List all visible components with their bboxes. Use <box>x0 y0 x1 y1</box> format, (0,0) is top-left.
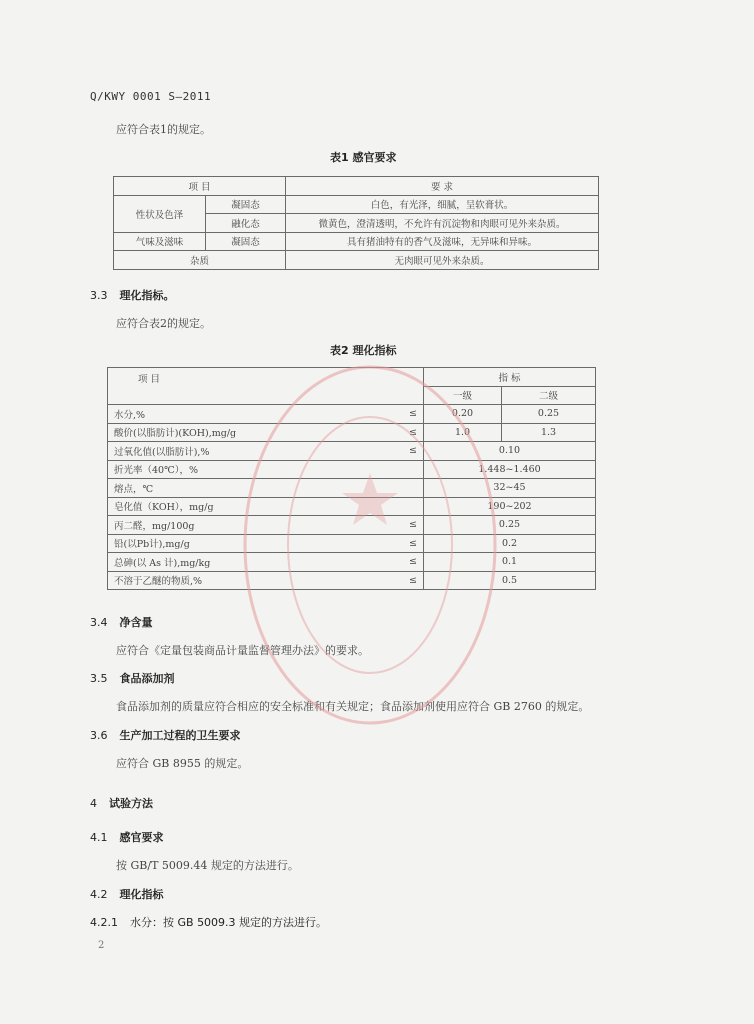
section-title: 理化指标 <box>119 888 164 901</box>
table-cell: ≤ <box>398 423 424 442</box>
section-title: 理化指标。 <box>119 289 175 302</box>
table-header: 要 求 <box>286 177 599 196</box>
table-cell: 性状及色泽 <box>114 195 206 232</box>
table-row <box>108 368 596 387</box>
section-number: 4.1 <box>90 831 108 844</box>
table-cell: 0.25 <box>424 516 596 535</box>
section-3-3-heading <box>90 287 175 303</box>
table-cell <box>398 479 424 498</box>
table-row <box>108 423 596 442</box>
page-number: 2 <box>98 940 105 951</box>
section-3-6-heading <box>90 727 241 743</box>
table-row <box>108 497 596 516</box>
table-cell: ≤ <box>398 405 424 424</box>
table-cell: 1.448~1.460 <box>424 460 596 479</box>
table-cell: 具有猪油特有的香气及滋味，无异味和异味。 <box>286 232 599 251</box>
table-row <box>108 534 596 553</box>
table1-sensory <box>113 176 599 270</box>
table2-physicochemical <box>107 367 596 590</box>
table-cell <box>398 460 424 479</box>
table-cell: 皂化值（KOH），mg/g <box>108 497 398 516</box>
table-cell: 0.10 <box>424 442 596 461</box>
table-cell: ≤ <box>398 553 424 572</box>
table-row <box>108 442 596 461</box>
section-3-6-text: 应符合 GB 8955 的规定。 <box>116 757 249 770</box>
table-cell: 凝固态 <box>206 195 286 214</box>
table-cell: ≤ <box>398 534 424 553</box>
table-cell: 丙二醛，mg/100g <box>108 516 398 535</box>
section-number: 4.2.1 <box>90 916 118 929</box>
section-number: 4.2 <box>90 888 108 901</box>
section-title: 试验方法 <box>109 797 153 810</box>
section-number: 3.5 <box>90 672 108 685</box>
table-header: 一级 <box>424 386 502 405</box>
table-cell: 总砷(以 As 计),mg/kg <box>108 553 398 572</box>
table-cell: 微黄色，澄清透明，不允许有沉淀物和肉眼可见外来杂质。 <box>286 214 599 233</box>
table-cell: 铅(以Pb计),mg/g <box>108 534 398 553</box>
table-cell: 0.5 <box>424 571 596 590</box>
table-cell: 0.25 <box>502 405 596 424</box>
table-row <box>114 177 599 196</box>
section-4-2-1-heading <box>90 914 327 930</box>
section-number: 3.6 <box>90 729 108 742</box>
intro-text: 应符合表1的规定。 <box>116 123 211 136</box>
section-number: 4 <box>90 797 97 810</box>
table-row <box>108 479 596 498</box>
table-cell: 过氧化值(以脂肪计),% <box>108 442 398 461</box>
section-4-1-text: 按 GB/T 5009.44 规定的方法进行。 <box>116 859 299 872</box>
table-cell: 0.2 <box>424 534 596 553</box>
table-row <box>114 251 599 270</box>
table-row <box>114 195 599 214</box>
section-number: 3.4 <box>90 616 108 629</box>
table-row <box>108 553 596 572</box>
table-cell: 0.1 <box>424 553 596 572</box>
table-cell: 凝固态 <box>206 232 286 251</box>
table-header: 二级 <box>502 386 596 405</box>
section-4-heading <box>90 795 153 811</box>
section-title: 生产加工过程的卫生要求 <box>119 729 241 742</box>
section-title: 净含量 <box>119 616 153 629</box>
table1-caption: 表1 感官要求 <box>330 151 397 164</box>
table-header: 指 标 <box>424 368 596 387</box>
section-3-4-heading <box>90 614 153 630</box>
table-header: 项 目 <box>114 177 286 196</box>
section-3-5-heading <box>90 670 175 686</box>
table-cell: 190~202 <box>424 497 596 516</box>
table-row <box>108 571 596 590</box>
table-cell: 融化态 <box>206 214 286 233</box>
table-row <box>108 405 596 424</box>
table-cell: ≤ <box>398 442 424 461</box>
table-cell <box>398 497 424 516</box>
table-cell: 白色，有光泽，细腻，呈软膏状。 <box>286 195 599 214</box>
table-cell: 酸价(以脂肪计)(KOH),mg/g <box>108 423 398 442</box>
table-cell: ≤ <box>398 516 424 535</box>
section-title: 感官要求 <box>119 831 164 844</box>
table-cell: 杂质 <box>114 251 286 270</box>
table-cell: 水分,% <box>108 405 398 424</box>
table-cell: 无肉眼可见外来杂质。 <box>286 251 599 270</box>
table-header: 项 目 <box>108 368 424 405</box>
section-4-1-heading <box>90 829 164 845</box>
section-3-3-text: 应符合表2的规定。 <box>116 317 211 330</box>
doc-number: Q/KWY 0001 S—2011 <box>90 90 212 103</box>
section-text: 水分：按 GB 5009.3 规定的方法进行。 <box>130 916 328 929</box>
table-cell: 折光率（40℃），% <box>108 460 398 479</box>
table-cell: 32~45 <box>424 479 596 498</box>
table-row <box>114 232 599 251</box>
table-row <box>108 516 596 535</box>
table-row <box>108 460 596 479</box>
table-cell: 0.20 <box>424 405 502 424</box>
table-cell: 不溶于乙醚的物质,% <box>108 571 398 590</box>
table-cell: 1.3 <box>502 423 596 442</box>
table-cell: ≤ <box>398 571 424 590</box>
table2-caption: 表2 理化指标 <box>330 344 397 357</box>
table-cell: 熔点，℃ <box>108 479 398 498</box>
table-cell: 1.0 <box>424 423 502 442</box>
section-4-2-heading <box>90 886 164 902</box>
section-title: 食品添加剂 <box>119 672 175 685</box>
section-number: 3.3 <box>90 289 108 302</box>
table-cell: 气味及滋味 <box>114 232 206 251</box>
section-3-4-text: 应符合《定量包装商品计量监督管理办法》的要求。 <box>116 644 369 657</box>
section-3-5-text: 食品添加剂的质量应符合相应的安全标准和有关规定；食品添加剂使用应符合 GB 2760 的规定。 <box>116 700 590 713</box>
